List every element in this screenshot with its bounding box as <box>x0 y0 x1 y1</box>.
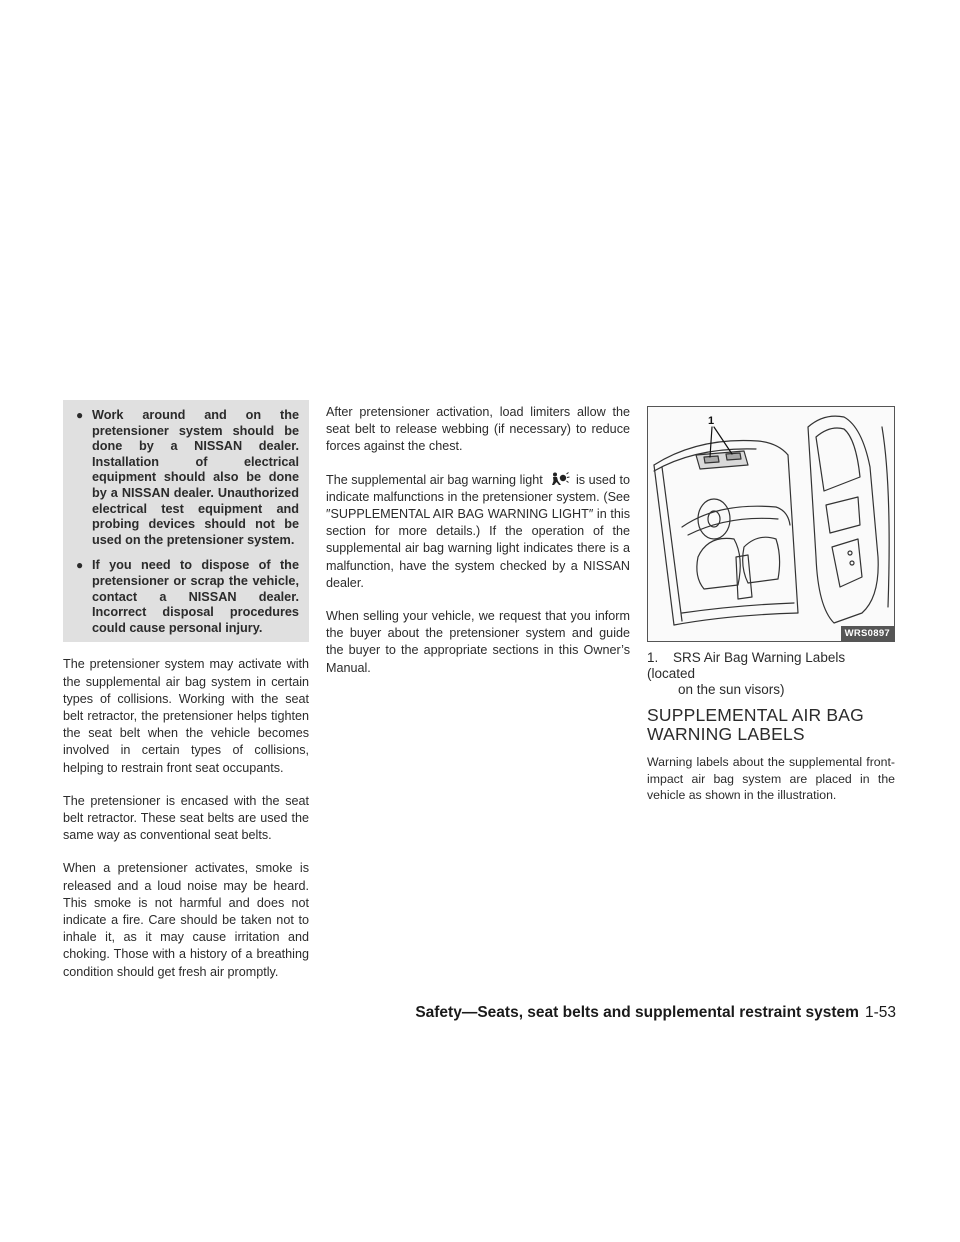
footer-title: Safety—Seats, seat belts and supplemental restraint system <box>415 1004 859 1021</box>
text-fragment: is used to indicate malfunctions in the pretensioner system. (See ″SUPPLEMENTAL AIR BAG WARNING LIGHT″ in this section for more details.) If the operation of the supplemental air bag warning light indicates there is a malfunction, have the system checked by a NISSAN dealer. <box>326 472 631 590</box>
vehicle-interior-drawing <box>648 407 894 641</box>
body-paragraph: The pretensioner is encased with the seat belt retractor. These seat belts are used the same way as conventional seat belts. <box>63 793 309 843</box>
warning-text: If you need to dispose of the pretensioner or scrap the vehicle, contact a NISSAN dealer. Incorrect disposal procedures could cause personal injury. <box>92 558 299 635</box>
body-paragraph: Warning labels about the supplemental front-impact air bag system are placed in the vehicle as shown in the illustration. <box>647 755 895 803</box>
figure-caption <box>647 650 895 698</box>
body-paragraph: When selling your vehicle, we request that you inform the buyer about the pretensioner system and guide the buyer to the appropriate sections in this Owner’s Manual. <box>326 609 630 675</box>
caption-line: SRS Air Bag Warning Labels (located <box>647 650 846 681</box>
airbag-warning-light-icon <box>548 472 570 486</box>
body-paragraph: When a pretensioner activates, smoke is released and a loud noise may be heard. This smoke is not harmful and does not indicate a fire. Care should be taken not to inhale it, as it may cause irritation and choking. Those with a history of a breathing condition should get fresh air promptly. <box>63 861 309 979</box>
caption-number: 1. <box>647 650 659 665</box>
bullet-dot-icon: ● <box>76 558 84 573</box>
section-heading <box>647 706 895 744</box>
warning-item <box>71 558 299 636</box>
body-paragraph: The pretensioner system may activate with the supplemental air bag system in certain types of collisions. Working with the seat belt retractor, the pretensioner helps tighten the seat belt when the vehicle becomes involved in certain types of collisions, helping to restrain front seat occupants. <box>63 657 309 775</box>
page-footer <box>0 1004 896 1022</box>
page-number: 1-53 <box>864 1004 896 1021</box>
callout-number: 1 <box>708 415 715 427</box>
bullet-dot-icon: ● <box>76 408 84 422</box>
warning-item <box>71 408 299 548</box>
heading-line: SUPPLEMENTAL AIR BAG <box>647 705 864 725</box>
body-paragraph: After pretensioner activation, load limiters allow the seat belt to release webbing (if necessary) to reduce forces against the chest. <box>326 405 630 454</box>
warning-text: Work around and on the pretensioner system should be done by a NISSAN dealer. Installation of electrical equipment should also be done by a NISSAN dealer. Unauthorized electrical test equipment and probing devices should not be used on the pretensioner system. <box>92 408 299 547</box>
warning-box <box>63 400 309 642</box>
vehicle-illustration <box>647 406 895 642</box>
body-paragraph <box>326 472 630 592</box>
heading-line: WARNING LABELS <box>647 724 805 744</box>
caption-line: on the sun visors) <box>678 682 785 697</box>
text-fragment: The supplemental air bag warning light <box>326 472 543 487</box>
middle-column <box>326 404 630 693</box>
right-column <box>647 406 895 820</box>
left-column <box>63 400 309 997</box>
figure-code: WRS0897 <box>841 626 894 641</box>
